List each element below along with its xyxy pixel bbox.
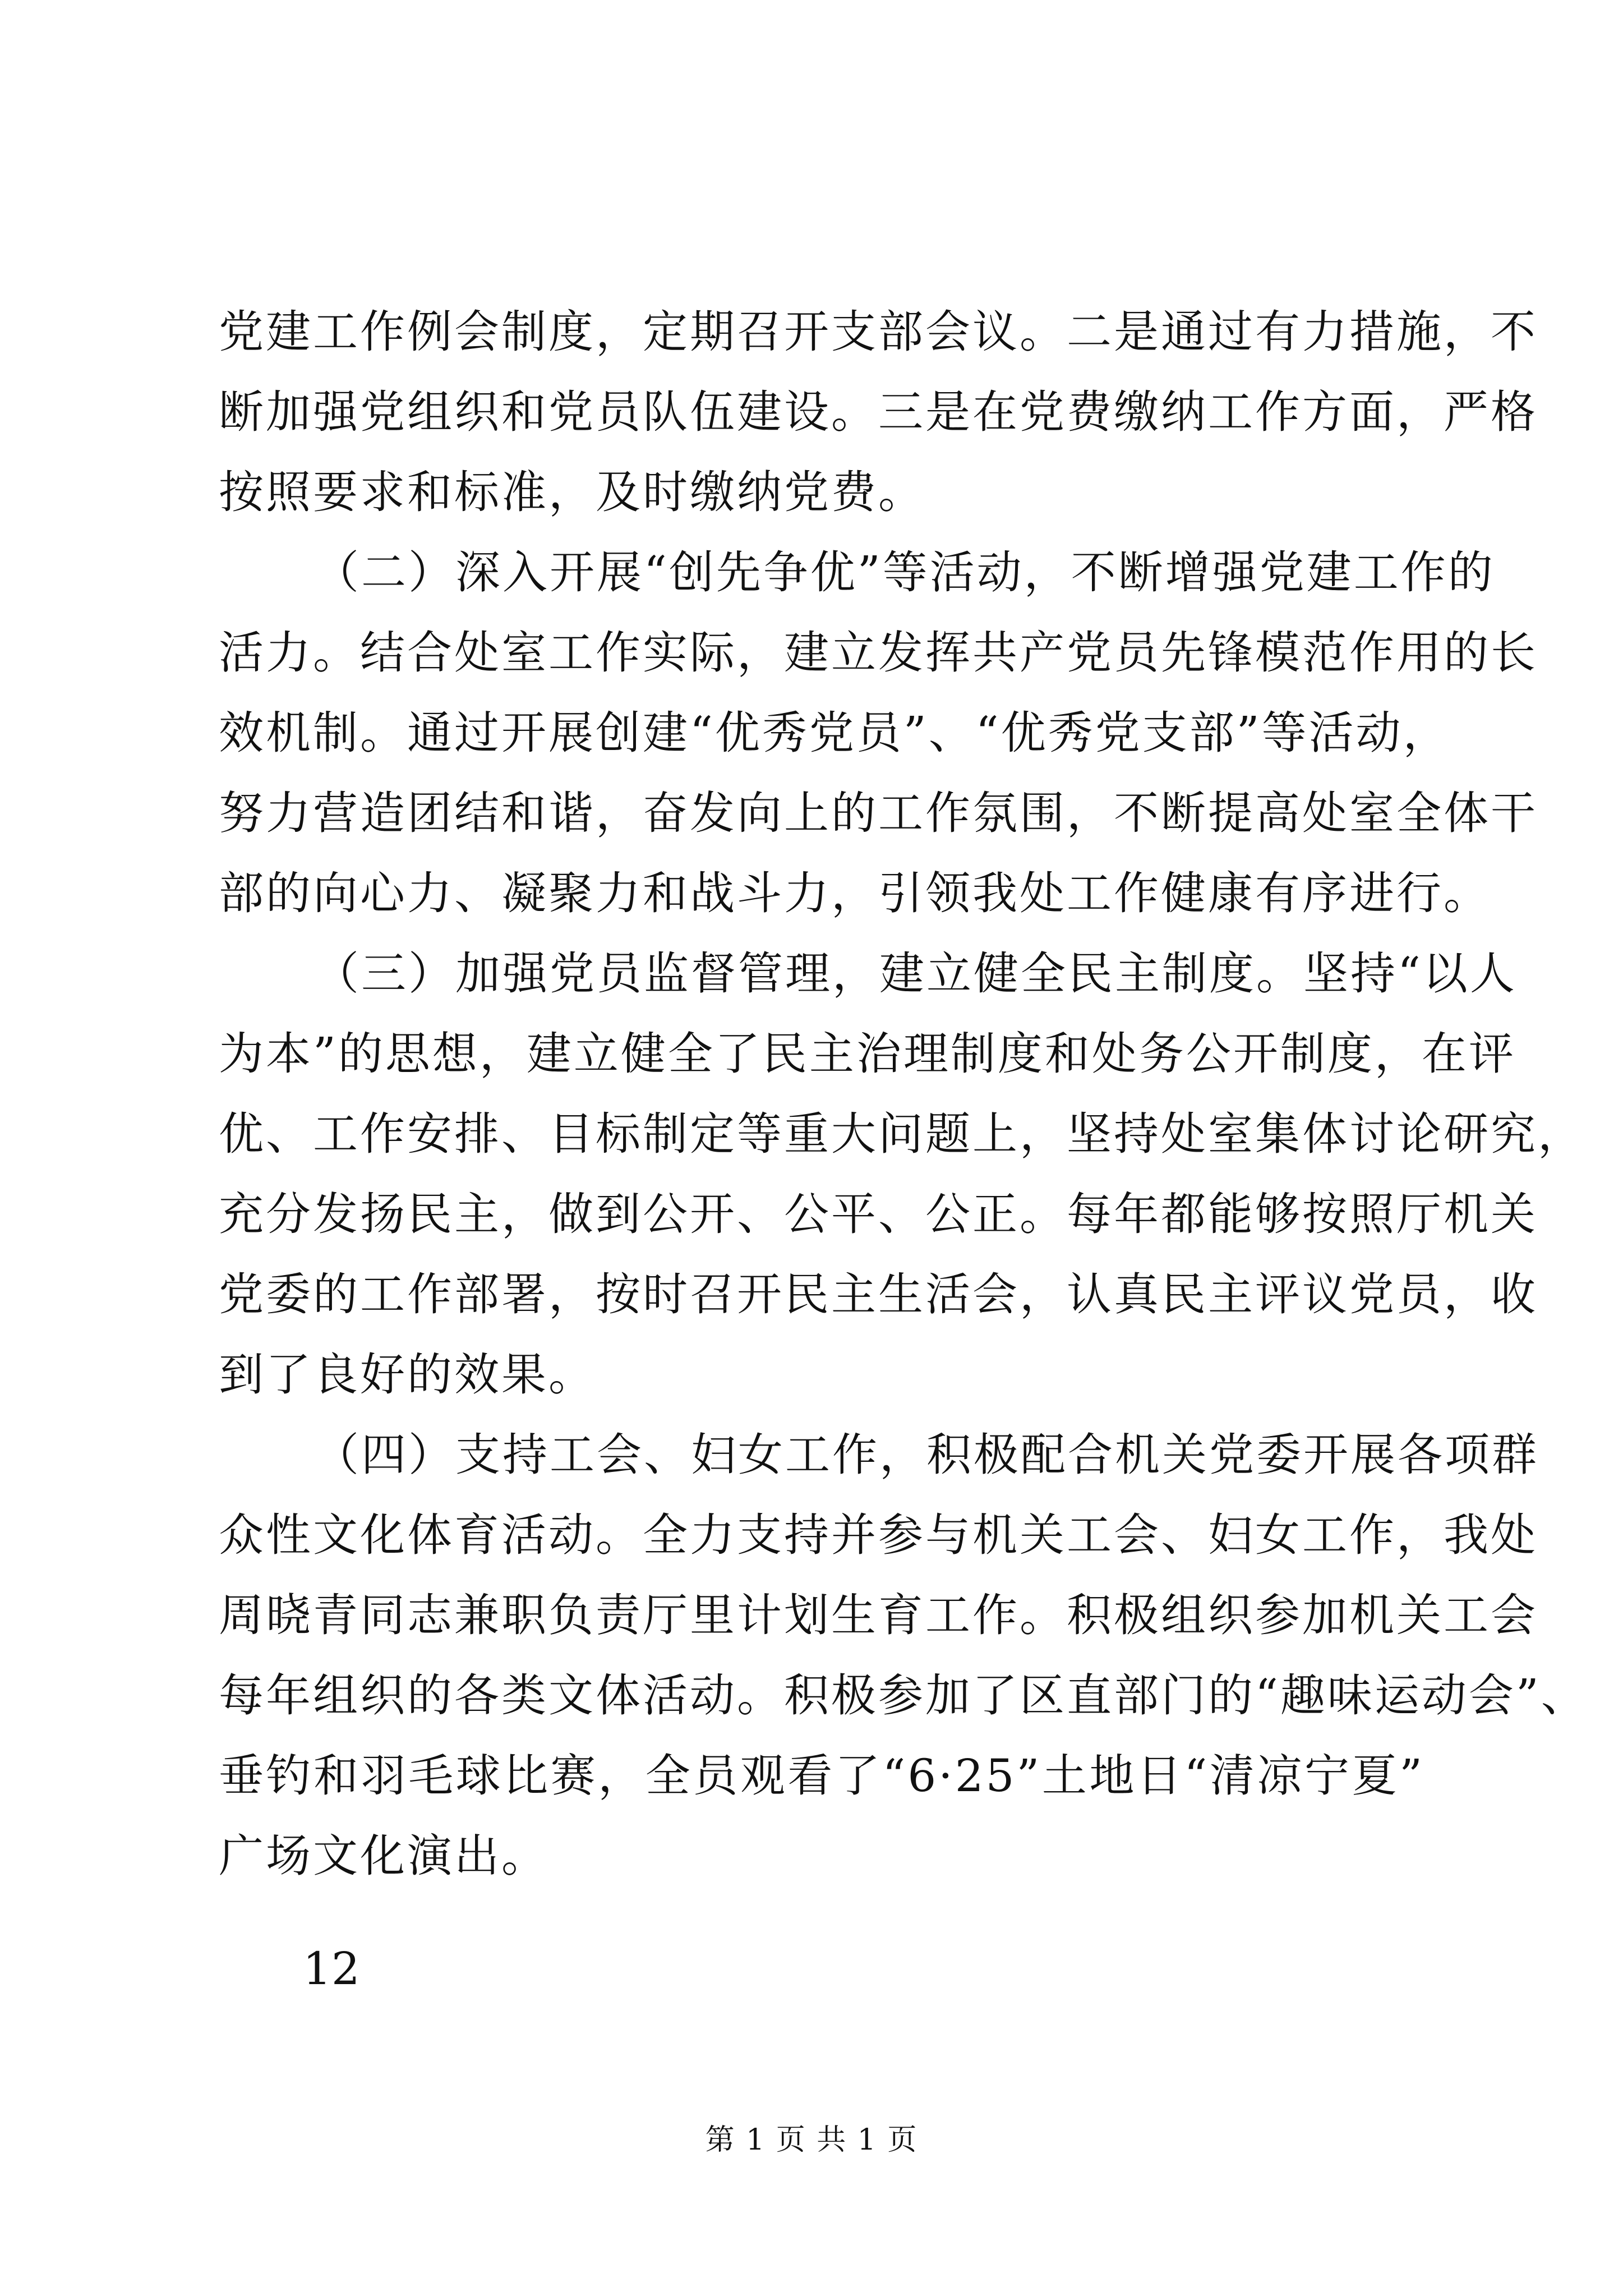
text-line: 广场文化演出。 (219, 1830, 548, 1882)
page-footer: 第 1 页 共 1 页 (705, 2123, 918, 2157)
text-line: 周晓青同志兼职负责厅里计划生育工作。积极组织参加机关工会 (219, 1589, 1538, 1641)
text-line: 充分发扬民主，做到公开、公平、公正。每年都能够按照厅机关 (219, 1188, 1538, 1240)
text-line: 优、工作安排、目标制定等重大问题上，坚持处室集体讨论研究， (219, 1108, 1585, 1160)
text-line: 每年组织的各类文体活动。积极参加了区直部门的“趣味运动会”、 (219, 1669, 1588, 1722)
text-line: 党建工作例会制度，定期召开支部会议。二是通过有力措施，不 (219, 306, 1538, 358)
text-line: （三）加强党员监督管理，建立健全民主制度。坚持“以人 (314, 947, 1517, 1000)
paragraph-2 (219, 532, 1538, 933)
text-line: 到了良好的效果。 (219, 1349, 596, 1401)
text-line: 效机制。通过开展创建“优秀党员”、“优秀党支部”等活动， (219, 707, 1450, 759)
paragraph-1 (219, 292, 1538, 532)
paragraph-4 (219, 1415, 1588, 1896)
text-line: 为本”的思想，建立健全了民主治理制度和处务公开制度，在评 (219, 1028, 1516, 1080)
paragraph-3 (219, 933, 1585, 1415)
text-line: （四）支持工会、妇女工作，积极配合机关党委开展各项群 (314, 1429, 1539, 1481)
text-line: 党委的工作部署，按时召开民主生活会，认真民主评议党员，收 (219, 1268, 1538, 1320)
text-line: 按照要求和标准，及时缴纳党费。 (219, 466, 925, 518)
text-line: 部的向心力、凝聚力和战斗力，引领我处工作健康有序进行。 (219, 867, 1491, 919)
text-line: 众性文化体育活动。全力支持并参与机关工会、妇女工作，我处 (219, 1509, 1538, 1561)
text-line: 断加强党组织和党员队伍建设。三是在党费缴纳工作方面，严格 (219, 386, 1538, 438)
text-line: 垂钓和羽毛球比赛，全员观看了“6·25”土地日“清凉宁夏” (219, 1750, 1424, 1802)
text-line: 努力营造团结和谐，奋发向上的工作氛围，不断提高处室全体干 (219, 787, 1538, 839)
body-text (219, 292, 1588, 1896)
text-line: 活力。结合处室工作实际，建立发挥共产党员先锋模范作用的长 (219, 627, 1538, 679)
page-fragment-number: 12 (303, 1943, 360, 1995)
text-line: （二）深入开展“创先争优”等活动，不断增强党建工作的 (314, 546, 1495, 599)
